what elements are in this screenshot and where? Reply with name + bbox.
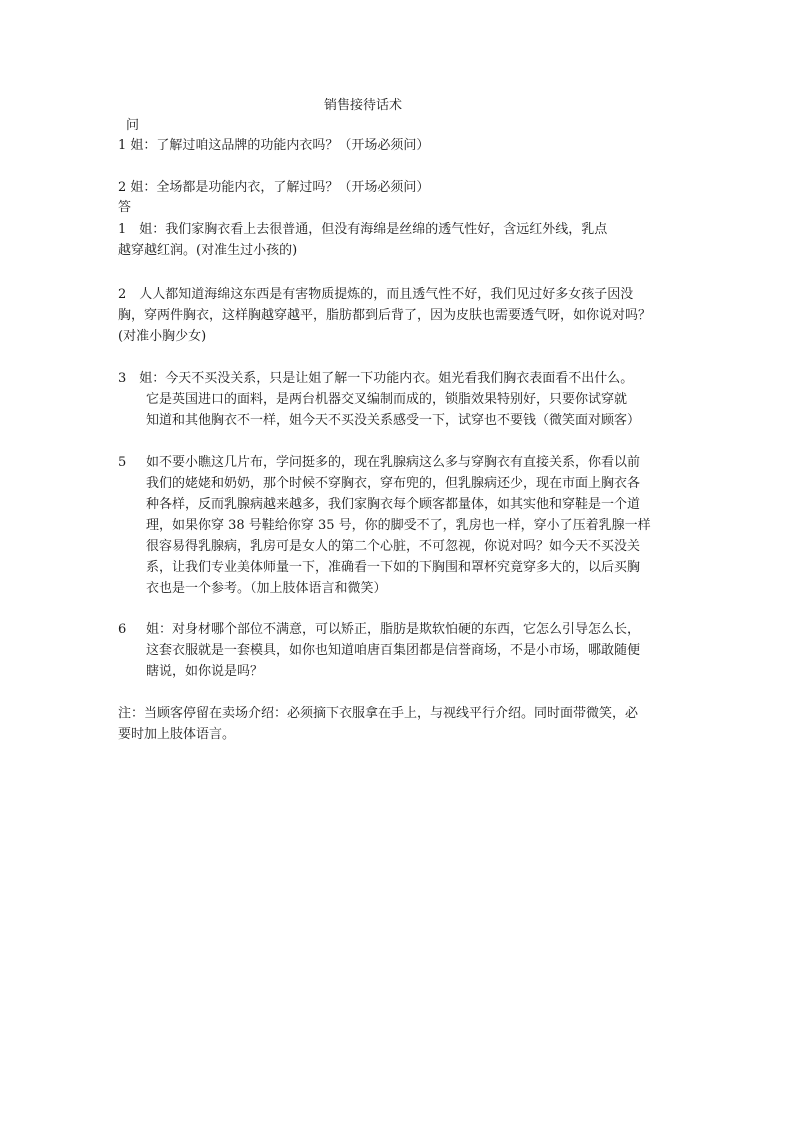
answer-3-line-2: 它是英国进口的面料，是两台机器交叉编制而成的，锁脂效果特别好，只要你试穿就 bbox=[146, 392, 628, 407]
answer-5-number: 5 bbox=[118, 455, 127, 470]
question-1: 1 姐：了解过咱这品牌的功能内衣吗？（开场必须问） bbox=[118, 138, 430, 153]
answer-6-line-2: 这套衣服就是一套模具，如你也知道咱唐百集团都是信誉商场，不是小市场，哪敢随便 bbox=[146, 643, 641, 658]
section-label-answer: 答 bbox=[118, 200, 132, 215]
answer-5-line-7: 衣也是一个参考。（加上肢体语言和微笑） bbox=[146, 581, 387, 596]
question-2: 2 姐：全场都是功能内衣，了解过吗？（开场必须问） bbox=[118, 180, 430, 195]
page-title: 销售接待话术 bbox=[324, 98, 403, 113]
answer-2-line-2: 胸，穿两件胸衣，这样胸越穿越平，脂肪都到后背了，因为皮肤也需要透气呀，如你说对吗？ bbox=[118, 308, 652, 323]
note-line-2: 要时加上肢体语言。 bbox=[118, 727, 236, 742]
answer-5-line-1: 如不要小瞧这几片布，学问挺多的，现在乳腺病这么多与穿胸衣有直接关系，你看以前 bbox=[146, 455, 641, 470]
answer-5-line-6: 系，让我们专业美体师量一下，准确看一下如的下胸围和罩杯究竟穿多大的，以后买胸 bbox=[146, 560, 641, 575]
answer-6-line-1: 姐：对身材哪个部位不满意，可以矫正，脂肪是欺软怕硬的东西，它怎么引导怎么长， bbox=[146, 622, 641, 637]
answer-5-line-5: 很容易得乳腺病，乳房可是女人的第二个心脏，不可忽视，你说对吗？如今天不买没关 bbox=[146, 539, 641, 554]
answer-6-number: 6 bbox=[118, 622, 127, 637]
answer-5-line-3: 种各样，反而乳腺病越来越多，我们家胸衣每个顾客都量体，如其实他和穿鞋是一个道 bbox=[146, 497, 641, 512]
answer-5-line-2: 我们的姥姥和奶奶，那个时候不穿胸衣，穿布兜的，但乳腺病还少，现在市面上胸衣各 bbox=[146, 476, 641, 491]
answer-3-line-1: 3 姐：今天不买没关系，只是让姐了解一下功能内衣。姐光看我们胸衣表面看不出什么。 bbox=[118, 371, 634, 386]
note-line-1: 注：当顾客停留在卖场介绍：必须摘下衣服拿在手上，与视线平行介绍。同时面带微笑，必 bbox=[118, 706, 639, 721]
section-label-ask: 问 bbox=[126, 118, 140, 133]
answer-1-line-2: 越穿越红润。(对准生过小孩的) bbox=[118, 243, 298, 258]
answer-2-line-1: 2 人人都知道海绵这东西是有害物质提炼的，而且透气性不好，我们见过好多女孩子因没 bbox=[118, 287, 634, 302]
answer-5-line-4: 理，如果你穿 38 号鞋给你穿 35 号，你的脚受不了，乳房也一样，穿小了压着乳腺一样 bbox=[146, 518, 651, 533]
answer-2-line-3: (对准小胸少女) bbox=[118, 329, 207, 344]
answer-3-line-3: 知道和其他胸衣不一样，姐今天不买没关系感受一下，试穿也不要钱（微笑面对顾客） bbox=[146, 413, 641, 428]
answer-6-line-3: 瞎说，如你说是吗？ bbox=[146, 664, 264, 679]
answer-1-line-1: 1 姐：我们家胸衣看上去很普通，但没有海绵是丝绵的透气性好，含远红外线，乳点 bbox=[118, 222, 608, 237]
